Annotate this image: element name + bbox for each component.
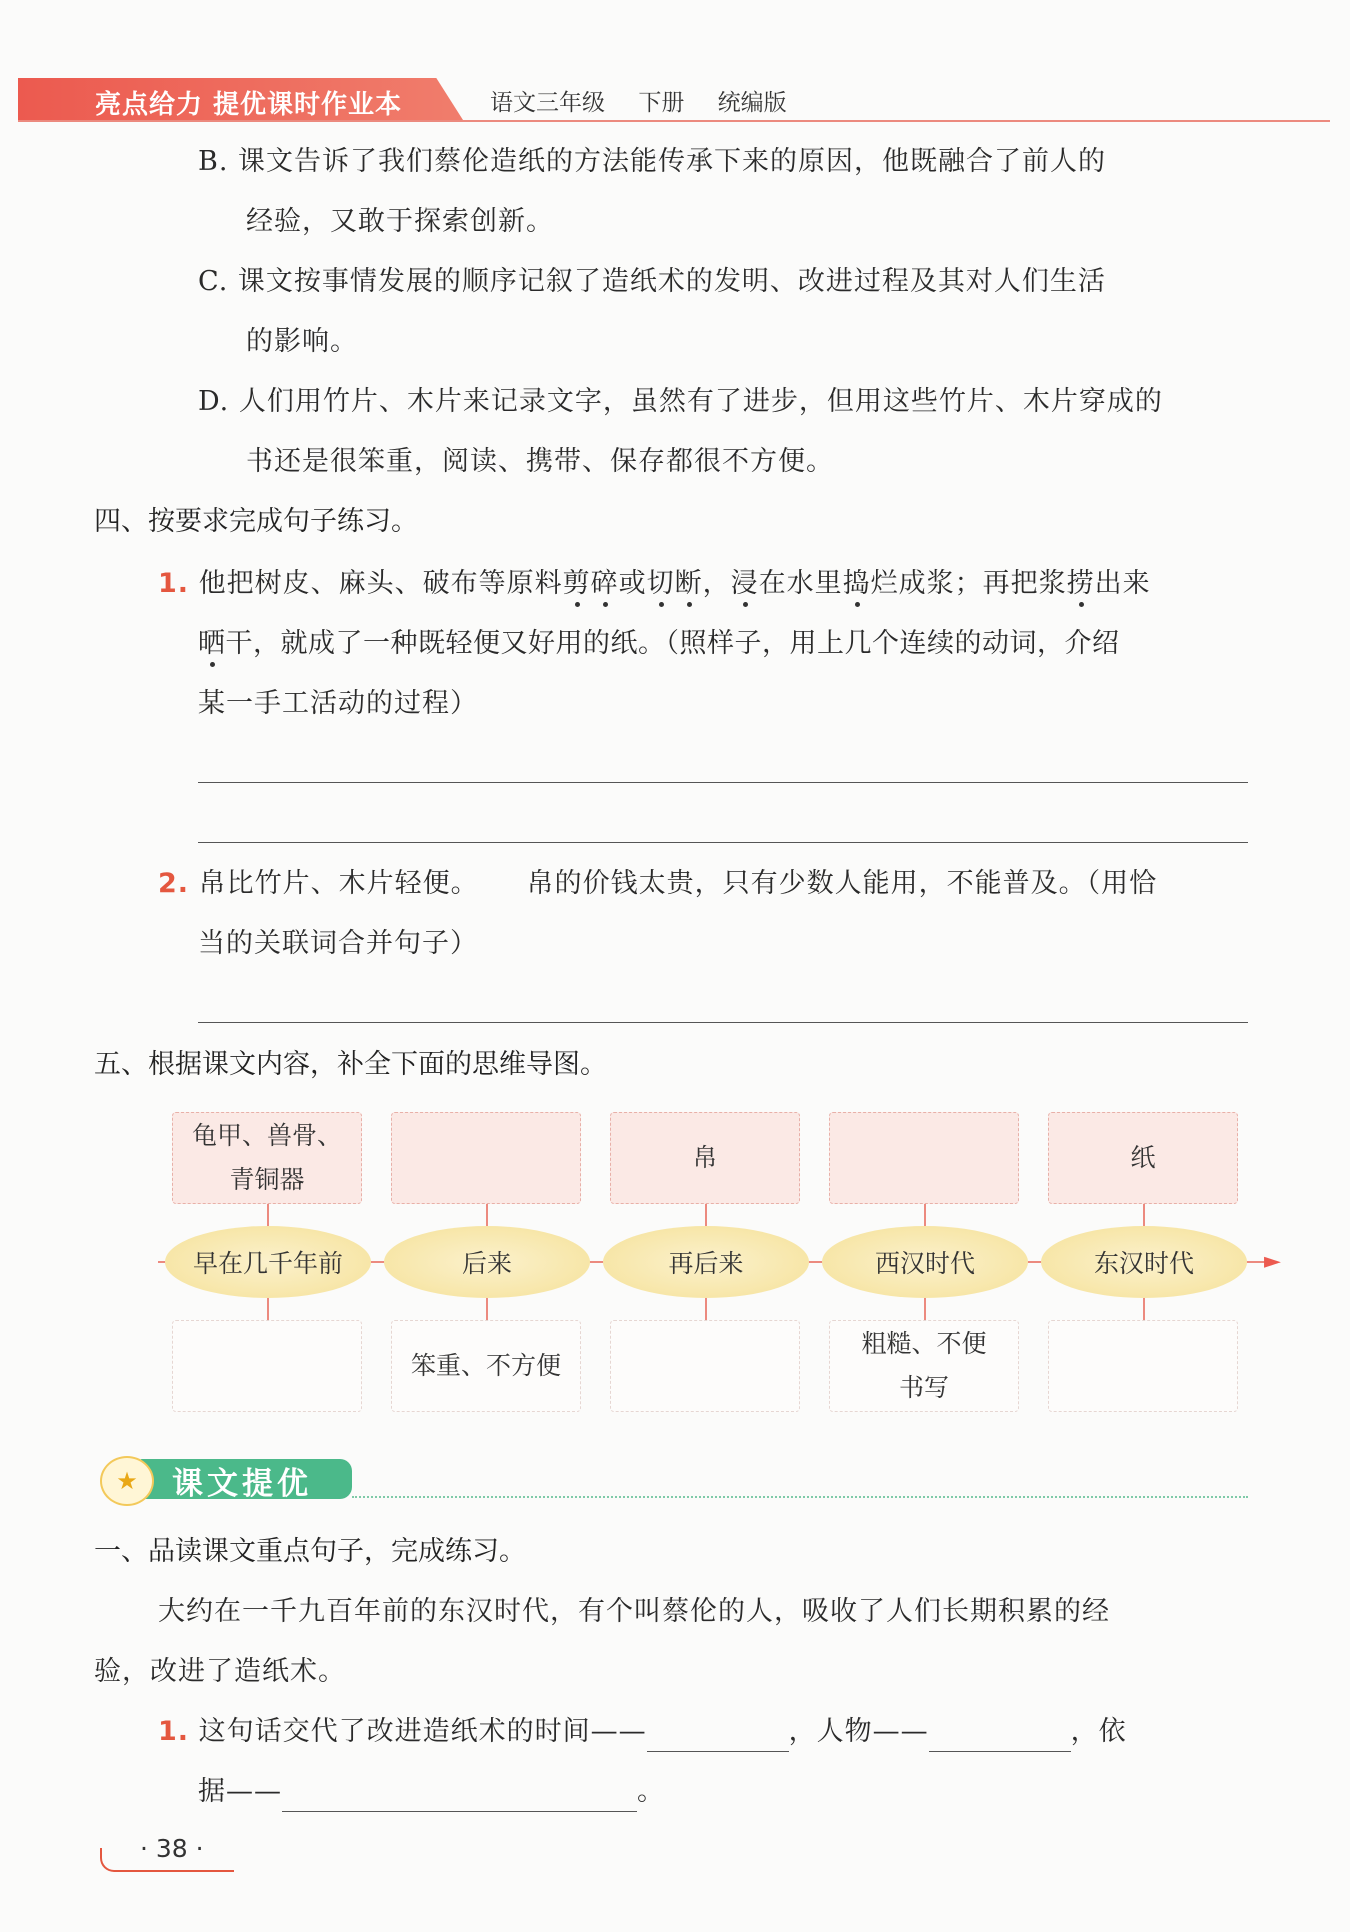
mindmap-bottom-box-4[interactable]: 粗糙、不便 书写 (829, 1320, 1019, 1412)
mindmap-top-box-4[interactable] (829, 1112, 1019, 1204)
era-oval-2: 后来 (384, 1226, 590, 1298)
era-oval-4: 西汉时代 (822, 1226, 1028, 1298)
header-info (490, 84, 813, 117)
mindmap-bottom-box-3[interactable] (610, 1320, 800, 1412)
section1-title: 一、品读课文重点句子，完成练习。 (94, 1536, 526, 1567)
header-subject: 语文三年级 (490, 90, 605, 116)
option-c-line1: C. 课文按事情发展的顺序记叙了造纸术的发明、改进过程及其对人们生活 (198, 266, 1106, 297)
section5-title: 五、根据课文内容，补全下面的思维导图。 (94, 1049, 607, 1080)
timeline-arrow-icon: ► (1264, 1249, 1281, 1274)
mindmap-top-box-1[interactable]: 龟甲、兽骨、 青铜器 (172, 1112, 362, 1204)
badge-dotted-rule (352, 1496, 1248, 1498)
option-b-line1: B. 课文告诉了我们蔡伦造纸的方法能传承下来的原因，他既融合了前人的 (198, 146, 1107, 177)
mindmap-bottom-box-1[interactable] (172, 1320, 362, 1412)
section-badge-title: 课文提优 (172, 1466, 312, 1502)
page-number: · 38 · (140, 1834, 204, 1863)
option-c-line2: 的影响。 (246, 326, 358, 357)
s4-q1-line2: 晒干，就成了一种既轻便又好用的纸。（照样子，用上几个连续的动词，介绍 (198, 628, 1120, 659)
mindmap-bottom-box-2[interactable]: 笨重、不方便 (391, 1320, 581, 1412)
s4-q1-line3: 某一手工活动的过程） (198, 688, 478, 719)
time-blank[interactable] (647, 1721, 789, 1752)
option-b-line2: 经验，又敢于探索创新。 (246, 206, 554, 237)
header-rule (18, 120, 1330, 122)
s1-q1-line2: 据—— 。 (198, 1772, 665, 1812)
section4-title: 四、按要求完成句子练习。 (94, 506, 418, 537)
option-d-line2: 书还是很笨重，阅读、携带、保存都很不方便。 (246, 446, 834, 477)
mindmap-top-box-2[interactable] (391, 1112, 581, 1204)
s4-q2-line2: 当的关联词合并句子） (198, 928, 478, 959)
mindmap-top-box-3[interactable]: 帛 (610, 1112, 800, 1204)
era-oval-1: 早在几千年前 (165, 1226, 371, 1298)
person-blank[interactable] (929, 1721, 1071, 1752)
header-brand: 亮点给力 提优课时作业本 (95, 90, 403, 120)
mindmap-top-box-5[interactable]: 纸 (1048, 1112, 1238, 1204)
mindmap-bottom-box-5[interactable] (1048, 1320, 1238, 1412)
header-volume: 下册 (638, 90, 685, 116)
option-d-line1: D. 人们用竹片、木片来记录文字，虽然有了进步，但用这些竹片、木片穿成的 (198, 386, 1163, 417)
era-oval-3: 再后来 (603, 1226, 809, 1298)
s1-paragraph-line2: 验，改进了造纸术。 (94, 1656, 346, 1687)
s1-q1-line1: 1. 这句话交代了改进造纸术的时间—— ，人物—— ，依 (158, 1712, 1127, 1752)
s4-q2-line1: 2. 帛比竹片、木片轻便。 帛的价钱太贵，只有少数人能用，不能普及。（用恰 (158, 868, 1158, 899)
s1-q1-number: 1. (158, 1716, 190, 1747)
s1-paragraph-line1: 大约在一千九百年前的东汉时代，有个叫蔡伦的人，吸收了人们长期积累的经 (158, 1596, 1110, 1627)
answer-line[interactable] (198, 782, 1248, 783)
answer-line[interactable] (198, 1022, 1248, 1023)
trophy-icon: ★ (100, 1456, 154, 1506)
s4-q1-line1: 1. 他把树皮、麻头、破布等原料剪碎或切断，浸在水里捣烂成浆；再把浆捞出来 (158, 568, 1151, 599)
s4-q2-number: 2. (158, 868, 190, 899)
era-oval-5: 东汉时代 (1041, 1226, 1247, 1298)
answer-line[interactable] (198, 842, 1248, 843)
basis-blank[interactable] (282, 1781, 637, 1812)
s4-q1-number: 1. (158, 568, 190, 599)
header-edition: 统编版 (717, 90, 787, 116)
